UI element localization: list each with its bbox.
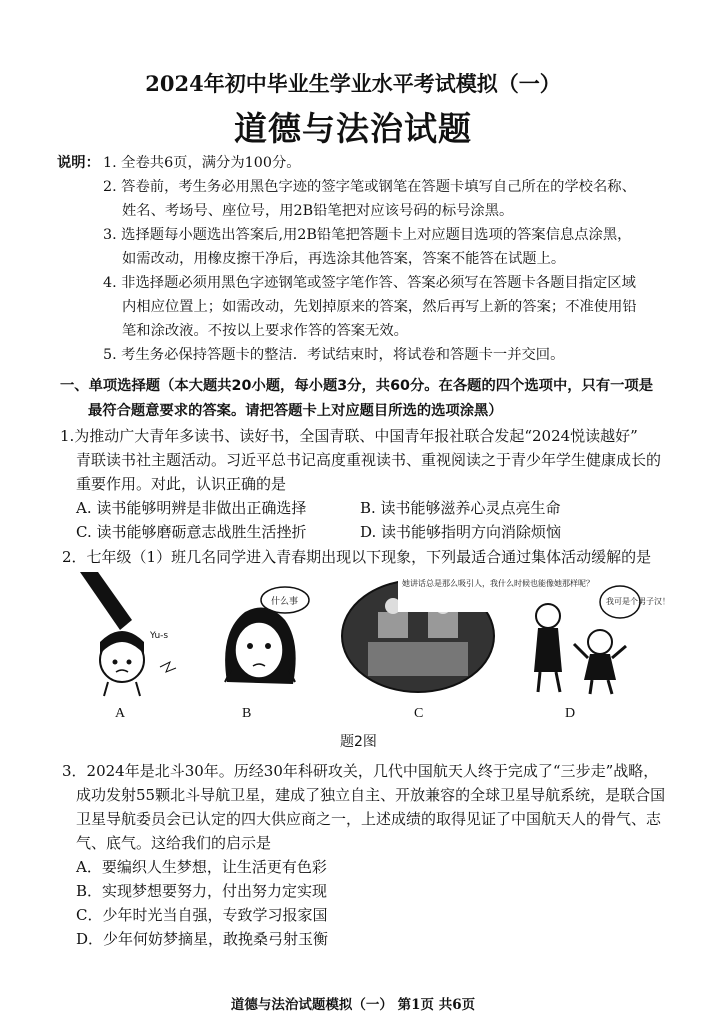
note-line: 姓名、考场号、座位号，用2B铅笔把对应该号码的标号涂黑。 — [122, 203, 514, 219]
subject-title: 道德与法治试题 — [234, 109, 472, 148]
figure-label-d: D — [565, 706, 576, 721]
figure-label-b: B — [242, 706, 252, 721]
figure-d-cartoon — [520, 572, 670, 696]
figure-c-bubble: 她讲话总是那么吸引人，我什么时候也能像她那样呢？ — [402, 579, 594, 588]
notes-label: 说明： — [57, 155, 100, 171]
figure-caption: 题2图 — [340, 734, 377, 750]
note-line: 2. 答卷前，考生务必用黑色字迹的签字笔或钢笔在答题卡填写自己所在的学校名称、 — [103, 179, 636, 195]
figure-label-a: A — [115, 706, 126, 721]
note-line: 笔和涂改液。不按以上要求作答的答案无效。 — [122, 323, 408, 339]
figure-label-c: C — [414, 706, 424, 721]
q2-stem: 2．七年级（1）班几名同学进入青春期出现以下现象，下列最适合通过集体活动缓解的是 — [62, 548, 652, 566]
figure-b-cartoon — [205, 572, 325, 696]
figure-c-cartoon — [338, 572, 594, 696]
q1-option-c: C. 读书能够磨砺意志战胜生活挫折 — [76, 523, 307, 541]
section-heading-cont: 最符合题意要求的答案。请把答题卡上对应题目所选的选项涂黑） — [88, 403, 503, 419]
figure-b-bubble: 什么事 — [271, 597, 299, 607]
exam-title: 2024年初中毕业生学业水平考试模拟（一） — [145, 71, 561, 96]
q3-stem: 3．2024年是北斗30年。历经30年科研攻关，几代中国航天人终于完成了“三步走”战略， — [62, 762, 659, 780]
q3-option-c: C．少年时光当自强，专致学习报家国 — [76, 906, 328, 924]
q1-stem: 重要作用。对此，认识正确的是 — [76, 475, 287, 493]
q3-option-a: A．要编织人生梦想，让生活更有色彩 — [76, 858, 327, 876]
q1-option-a: A. 读书能够明辨是非做出正确选择 — [76, 499, 307, 517]
q3-stem: 成功发射55颗北斗导航卫星，建成了独立自主、开放兼容的全球卫星导航系统，是联合国 — [76, 786, 666, 804]
note-line: 1. 全卷共6页，满分为100分。 — [103, 155, 301, 171]
note-line: 4. 非选择题必须用黑色字迹钢笔或签字笔作答、答案必须写在答题卡各题目指定区域 — [103, 275, 636, 291]
figure-a-cartoon — [70, 572, 190, 696]
q1-option-b: B. 读书能够滋养心灵点亮生命 — [360, 499, 561, 517]
page-footer: 道德与法治试题模拟（一） 第1页 共6页 — [230, 997, 476, 1013]
note-line: 内相应位置上；如需改动，先划掉原来的答案，然后再写上新的答案；不准使用铅 — [122, 299, 637, 315]
q1-stem: 1.为推动广大青年多读书、读好书，全国青联、中国青年报社联合发起“2024悦读越好” — [60, 427, 638, 445]
q3-option-d: D．少年何妨梦摘星，敢挽桑弓射玉衡 — [76, 930, 329, 948]
figure-a-bubble: Yu-s — [150, 631, 169, 641]
q3-option-b: B．实现梦想要努力，付出努力定实现 — [76, 882, 328, 900]
q1-stem: 青联读书社主题活动。习近平总书记高度重视读书、重视阅读之于青少年学生健康成长的 — [76, 451, 662, 469]
note-line: 如需改动，用橡皮擦干净后，再选涂其他答案，答案不能答在试题上。 — [122, 251, 566, 267]
q3-stem: 气、底气。这给我们的启示是 — [76, 834, 272, 852]
note-line: 5. 考生务必保持答题卡的整洁．考试结束时，将试卷和答题卡一并交回。 — [103, 347, 565, 363]
note-line: 3. 选择题每小题选出答案后,用2B铅笔把答题卡上对应题目选项的答案信息点涂黑， — [103, 227, 632, 243]
section-heading: 一、单项选择题（本大题共20小题，每小题3分，共60分。在各题的四个选项中，只有一项是 — [60, 378, 654, 394]
q1-option-d: D. 读书能够指明方向消除烦恼 — [360, 523, 562, 541]
q3-stem: 卫星导航委员会已认定的四大供应商之一，上述成绩的取得见证了中国航天人的骨气、志 — [76, 810, 662, 828]
figure-d-bubble: 我可是个男子汉！ — [606, 597, 670, 606]
